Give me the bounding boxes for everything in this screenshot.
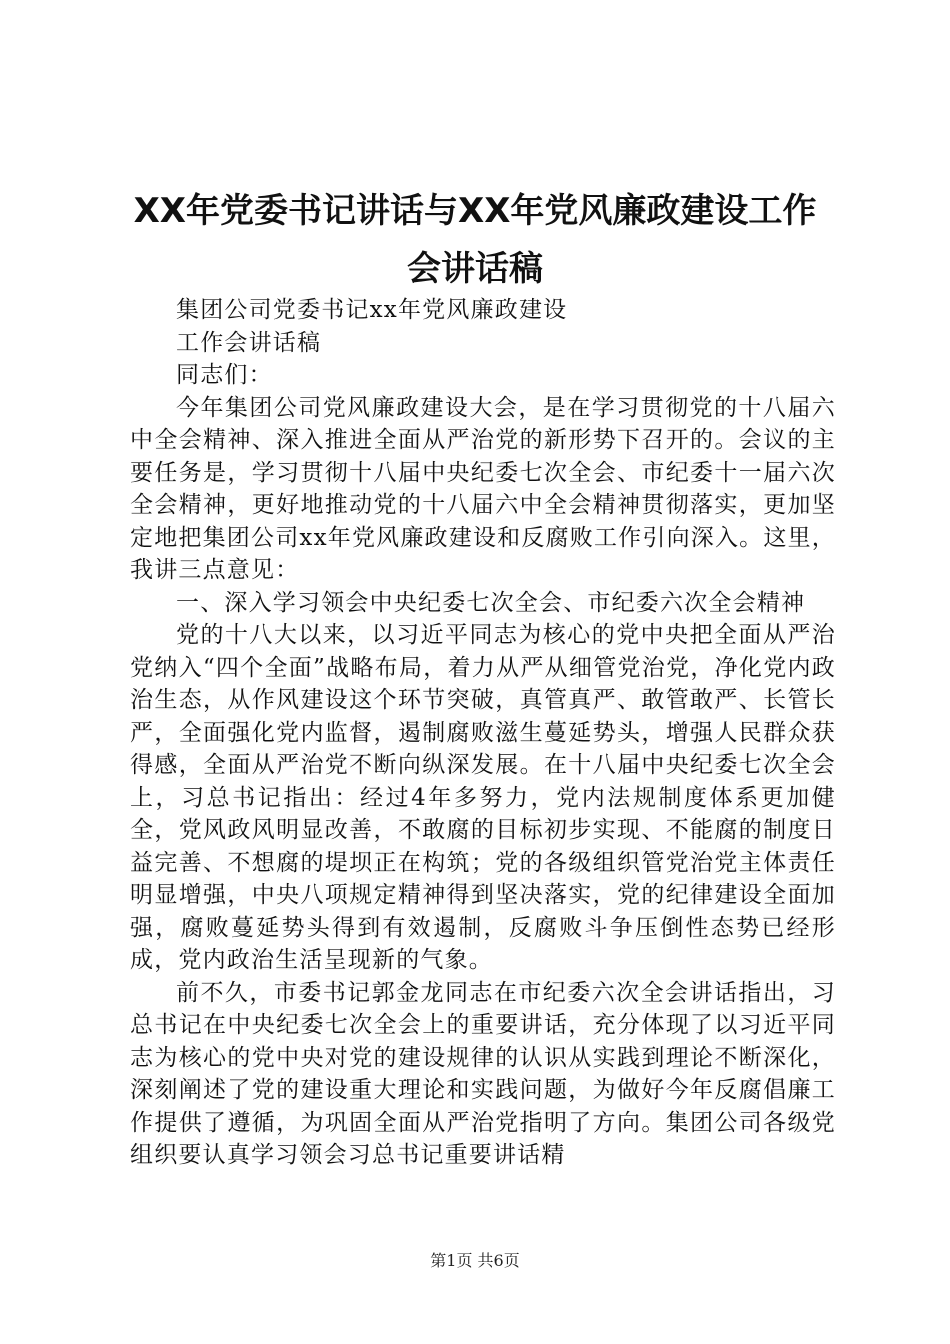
subtitle-line-1: 集团公司党委书记xx年党风廉政建设 [176, 297, 568, 323]
body-paragraph: 前不久，市委书记郭金龙同志在市纪委六次全会讲话指出，习总书记在中央纪委七次全会上的重要讲话，充分体现了以习近平同志为核心的党中央对党的建设规律的认识从实践到理论不断深化，深刻阐述了党的建设重大理论和实践问题，为做好今年反腐倡廉工作提供了遵循，为巩固全面从严治党指明了方向。集团公司各级党组织要认真学习领会习总书记重要讲话精 [130, 979, 836, 1168]
document-title-line-2: 会讲话稿 [407, 249, 543, 289]
section-heading: 一、深入学习领会中央纪委七次全会、市纪委六次全会精神 [176, 589, 806, 616]
document-body [130, 294, 836, 1172]
body-paragraph: 党的十八大以来，以习近平同志为核心的党中央把全面从严治党纳入“四个全面”战略布局，着力从严从细管党治党，净化党内政治生态，从作风建设这个环节突破，真管真严、敢管敢严、长管长严，全面强化党内监督，遏制腐败滋生蔓延势头，增强人民群众获得感，全面从严治党不断向纵深发展。在十八届中央纪委七次全会上，习总书记指出：经过4年多努力，党内法规制度体系更加健全，党风政风明显改善，不敢腐的目标初步实现、不能腐的制度日益完善、不想腐的堤坝正在构筑；党的各级组织管党治党主体责任明显增强，中央八项规定精神得到坚决落实，党的纪律建设全面加强，腐败蔓延势头得到有效遏制，反腐败斗争压倒性态势已经形成，党内政治生活呈现新的气象。 [130, 622, 836, 973]
salutation: 同志们： [176, 362, 273, 388]
body-paragraph: 今年集团公司党风廉政建设大会，是在学习贯彻党的十八届六中全会精神、深入推进全面从严治党的新形势下召开的。会议的主要任务是，学习贯彻十八届中央纪委七次全会、市纪委十一届六次全会精神，更好地推动党的十八届六中全会精神贯彻落实，更加坚定地把集团公司xx年党风廉政建设和反腐败工作引向深入。这里，我讲三点意见： [130, 394, 836, 583]
page-footer: 第1页 共6页 [430, 1251, 520, 1270]
subtitle-line-2: 工作会讲话稿 [176, 329, 322, 356]
document-title-line-1: XX年党委书记讲话与XX年党风廉政建设工作 [133, 191, 817, 231]
